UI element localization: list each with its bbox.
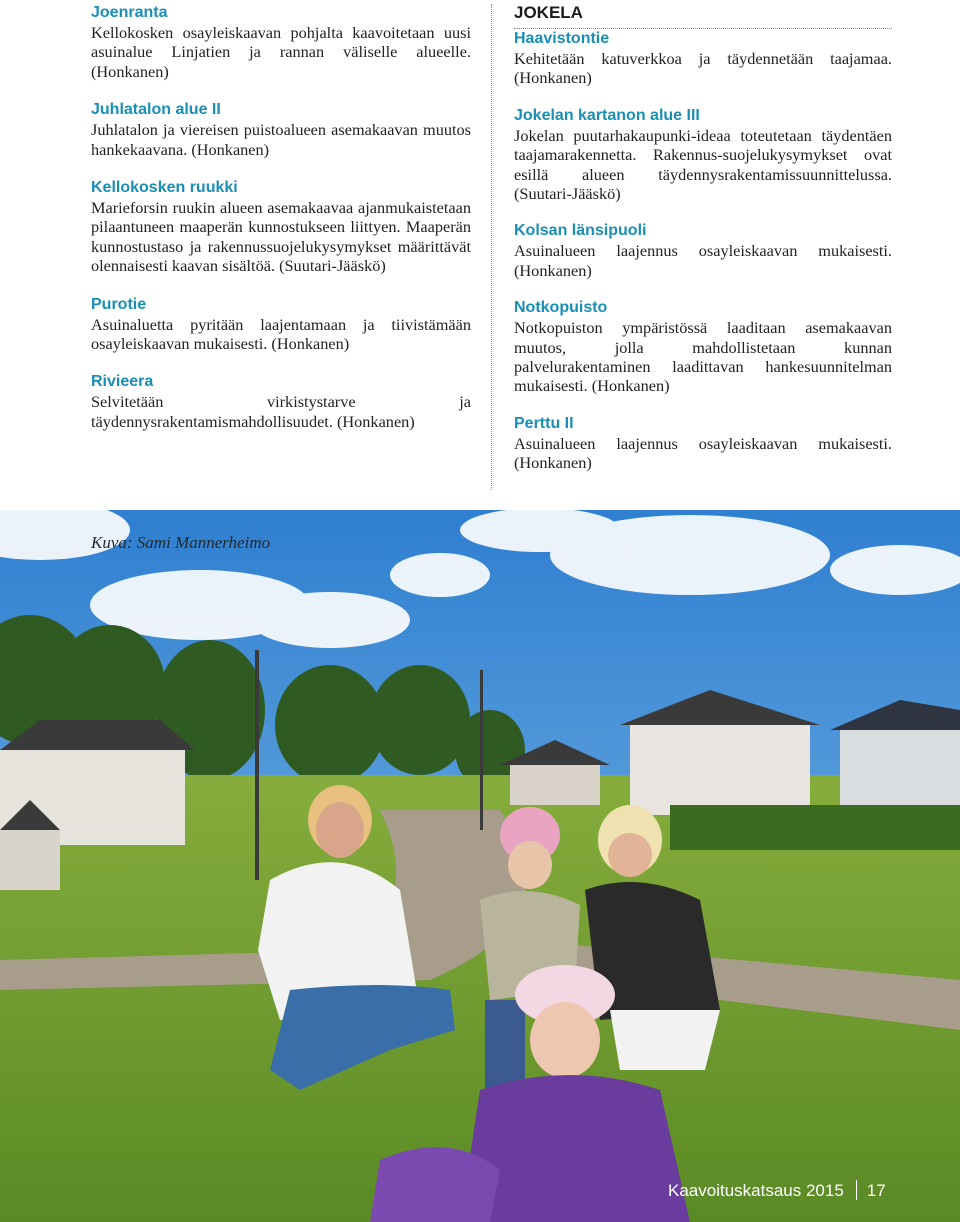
photo-caption: Kuva: Sami Mannerheimo <box>91 533 271 552</box>
section-title: Kellokosken ruukki <box>91 179 238 197</box>
right-column <box>514 0 892 491</box>
section-body: Jokelan puutarhakaupunki-ideaa toteutetaan täydentäen taajamarakennetta. Rakennus-suojelukysymykset ovat esillä alueen täydennysrakentamissuunnittelussa. (Suutari-Jääskö) <box>514 125 892 204</box>
section-body: Asuinalueen laajennus osayleiskaavan mukaisesti. (Honkanen) <box>514 433 892 473</box>
section-rivieera <box>91 372 471 431</box>
page-number: 17 <box>866 1181 886 1200</box>
section-title: Juhlatalon alue II <box>91 101 221 119</box>
section-title: Rivieera <box>91 373 154 391</box>
section-title: Notkopuisto <box>514 299 608 317</box>
family-photo <box>0 510 960 1222</box>
section-purotie <box>91 295 471 354</box>
publication-title: Kaavoituskatsaus 2015 <box>668 1181 844 1200</box>
column-divider <box>491 4 492 490</box>
section-body: Marieforsin ruukin alueen asemakaavaa ajanmukaistetaan pilaantuneen maaperän kunnostukseen liittyen. Maaperän kunnostustaso ja rakennussuojelukysymykset määrittävät olennaisesti kaavan sisältöä. (Suutari-Jääskö) <box>91 198 471 276</box>
section-body: Kehitetään katuverkkoa ja täydennetään taajamaa. (Honkanen) <box>514 49 892 88</box>
section-body: Kellokosken osayleiskaavan pohjalta kaavoitetaan uusi asuinalue Linjatien ja rannan väliselle alueelle. (Honkanen) <box>91 23 471 81</box>
section-joenranta <box>91 3 471 81</box>
hedge <box>670 805 960 850</box>
section-title: Perttu II <box>514 414 574 432</box>
section-perttu-ii <box>514 414 892 473</box>
section-notkopuisto <box>514 298 892 396</box>
section-kolsan-lansipuoli <box>514 221 892 280</box>
section-body: Asuinaluetta pyritään laajentamaan ja tiivistämään osayleiskaavan mukaisesti. (Honkanen) <box>91 314 471 354</box>
section-title: Purotie <box>91 295 147 313</box>
page-footer <box>668 1180 886 1201</box>
region-heading: JOKELA <box>514 3 892 29</box>
section-kellokosken-ruukki <box>91 178 471 276</box>
section-title: Haavistontie <box>514 30 610 47</box>
section-juhlatalon-alue-ii <box>91 100 471 159</box>
section-title: Jokelan kartanon alue III <box>514 106 700 124</box>
section-body: Notkopuiston ympäristössä laaditaan asemakaavan muutos, jolla mahdollistetaan kunnan palvelurakentaminen laadittavan hankesuunnitelman mukaisesti. (Honkanen) <box>514 318 892 396</box>
left-column <box>91 0 471 450</box>
footer-separator <box>856 1180 857 1200</box>
section-haavistontie <box>514 29 892 88</box>
section-body: Selvitetään virkistystarve ja täydennysrakentamismahdollisuudet. (Honkanen) <box>91 392 471 431</box>
section-title: Joenranta <box>91 4 168 21</box>
section-body: Juhlatalon ja viereisen puistoalueen asemakaavan muutos hankekaavana. (Honkanen) <box>91 120 471 159</box>
section-body: Asuinalueen laajennus osayleiskaavan mukaisesti. (Honkanen) <box>514 241 892 280</box>
section-jokelan-kartanon-alue-iii <box>514 106 892 204</box>
section-title: Kolsan länsipuoli <box>514 222 647 240</box>
photo-illustration <box>0 510 960 1222</box>
